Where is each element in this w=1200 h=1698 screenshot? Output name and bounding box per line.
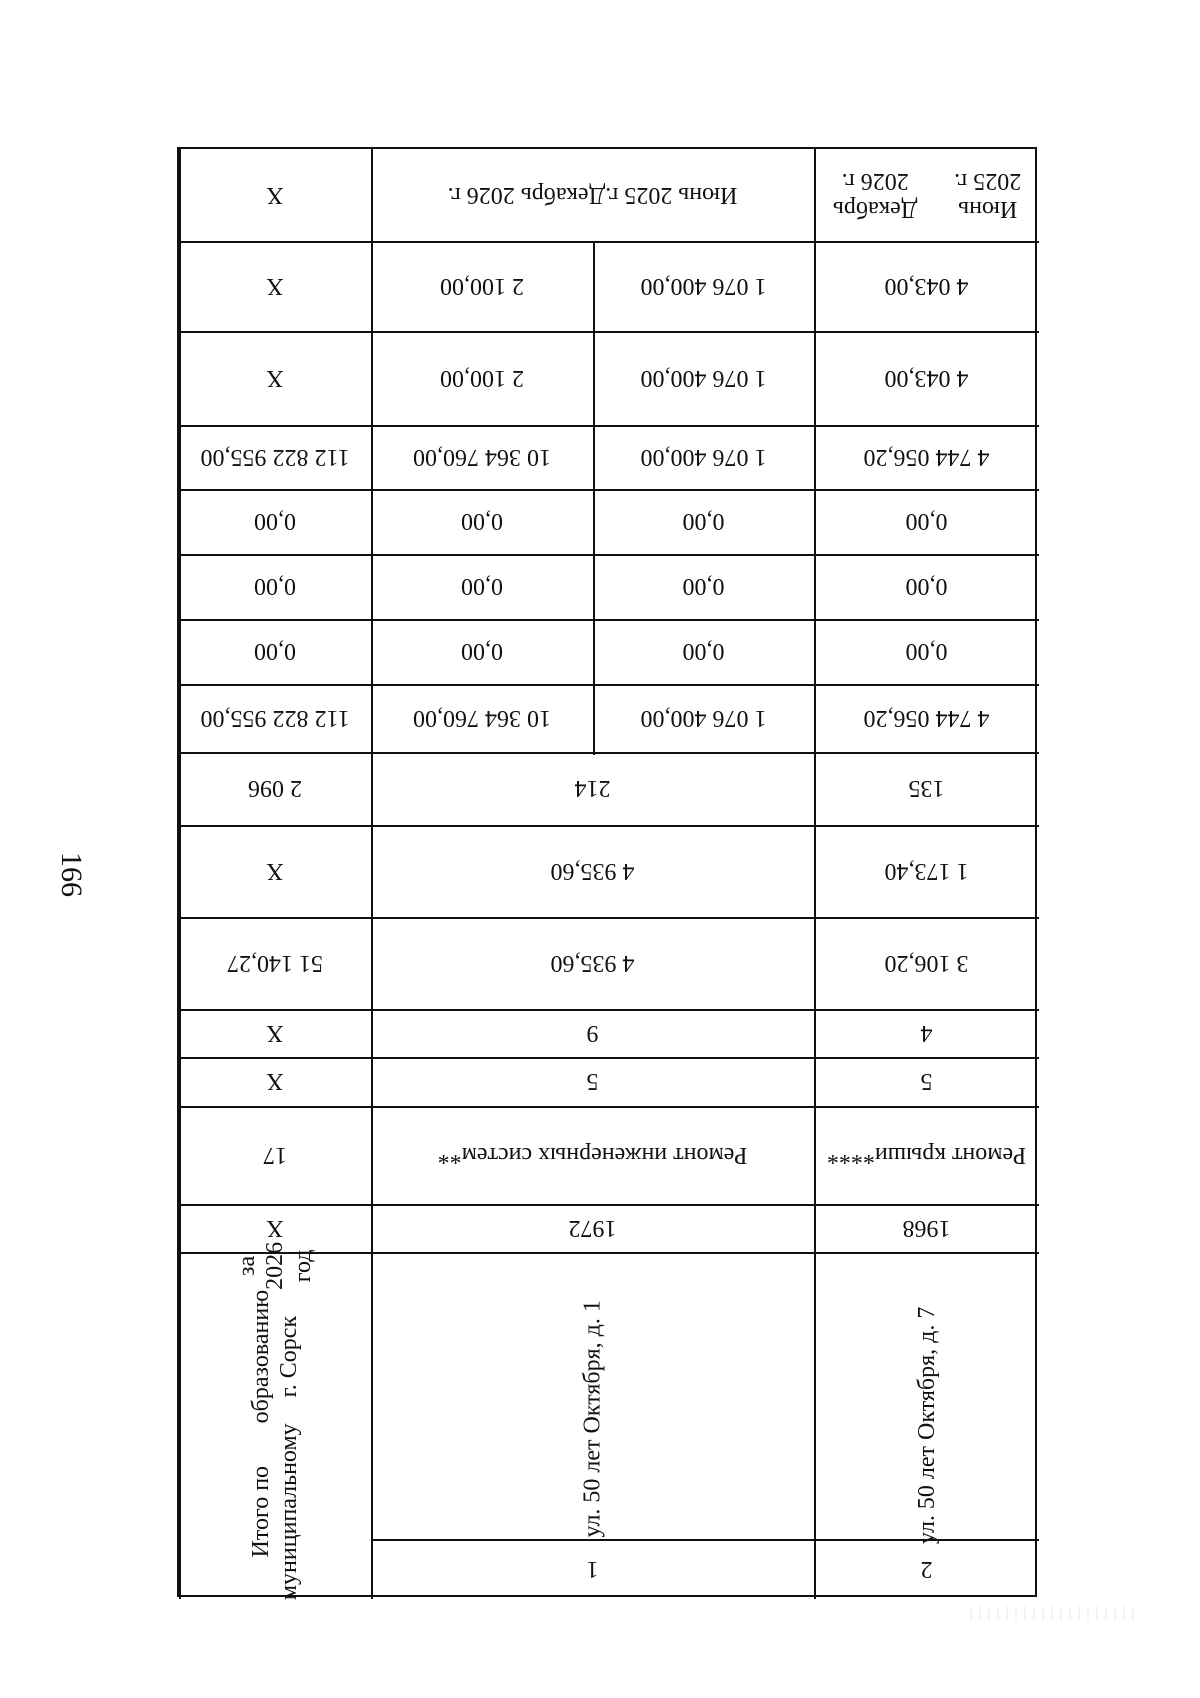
cell-e-row1-right: 0,00: [682, 573, 725, 600]
cell-dates-row1-line2: Декабрь 2026 г.: [447, 182, 606, 208]
cell-j-total: 51 140,27: [227, 950, 323, 976]
cell-a-row1-left: 2 100,00: [440, 273, 524, 299]
cell-d-row1-right: 0,00: [682, 508, 725, 535]
cell-e-row1-left: 0,00: [461, 573, 503, 600]
cell-f-row2: 0,00: [905, 638, 948, 665]
cell-n-total: Х: [266, 1215, 284, 1241]
cell-g-row1-right: 1 076 400,00: [640, 705, 767, 731]
cell-e-row2: 0,00: [905, 573, 948, 600]
cell-d-row1-left: 0,00: [461, 508, 503, 535]
cell-i-total: Х: [266, 858, 284, 884]
cell-n-row1: 1972: [568, 1215, 617, 1241]
cell-l-row2: 5: [920, 1068, 933, 1095]
cell-h-row2: 135: [908, 775, 945, 802]
cell-c-row1-left: 10 364 760,00: [413, 444, 551, 470]
cell-o-total: [179, 1241, 371, 1601]
cell-k-row1: 9: [586, 1020, 599, 1046]
cell-c-row1-right: 1 076 400,00: [640, 444, 767, 470]
cell-m-row1: Ремонт инженерных систем**: [437, 1142, 748, 1168]
cell-g-row1-left: 10 364 760,00: [413, 705, 551, 731]
cell-b-row1-right: 1 076 400,00: [640, 365, 767, 391]
page-number: 166: [55, 852, 88, 897]
cell-m-row2: Ремонт крыши****: [826, 1142, 1027, 1168]
cell-dates-row1-line1: Июнь 2025 г.: [605, 182, 738, 208]
cell-dates-row2-line1: Июнь 2025 г.: [954, 168, 1022, 222]
cell-n-row2: 1968: [902, 1215, 951, 1241]
cell-f-row1-right: 0,00: [682, 638, 725, 665]
cell-b-row1-left: 2 100,00: [440, 365, 524, 391]
cell-c-total: 112 822 955,00: [200, 444, 350, 470]
cell-p-row2: 2: [920, 1556, 933, 1582]
cell-k-total: Х: [266, 1020, 284, 1046]
cell-c-row2: 4 744 056,20: [863, 444, 990, 470]
cell-dates-row2-line2: Декабрь 2026 г.: [832, 168, 918, 222]
cell-p-row1: 1: [586, 1556, 599, 1582]
cell-i-row1: 4 935,60: [550, 858, 635, 884]
cell-o-total-line3: за 2026 год: [234, 1241, 316, 1290]
cell-j-row1: 4 935,60: [550, 950, 635, 976]
cell-f-total: 0,00: [254, 638, 296, 665]
cell-h-total: 2 096: [248, 775, 302, 802]
cell-f-row1-left: 0,00: [461, 638, 503, 665]
cell-a-row1-right: 1 076 400,00: [640, 273, 767, 299]
cell-dates-row1: [371, 149, 814, 241]
cell-dates-total: Х: [266, 182, 284, 208]
cell-o-total-line2: образованию г. Сорск: [248, 1289, 302, 1424]
cell-b-total: Х: [266, 365, 284, 391]
scan-noise: [970, 1606, 1140, 1620]
cell-i-row2: 1 173,40: [884, 858, 969, 884]
cell-e-total: 0,00: [254, 573, 296, 600]
cell-o-total-line1: Итого по муниципальному: [248, 1423, 302, 1601]
cell-g-row2: 4 744 056,20: [863, 705, 990, 731]
cell-d-row2: 0,00: [905, 508, 948, 535]
rotated-table: [177, 147, 1037, 1601]
cell-o-row2: ул. 50 лет Октября, д. 7: [913, 1306, 940, 1544]
cell-j-row2: 3 106,20: [884, 950, 969, 976]
cell-h-row1: 214: [574, 775, 611, 802]
cell-l-total: Х: [266, 1068, 284, 1095]
cell-a-row2: 4 043,00: [884, 273, 969, 299]
cell-g-total: 112 822 955,00: [200, 705, 350, 731]
cell-l-row1: 5: [586, 1068, 599, 1095]
cell-o-row1: ул. 50 лет Октября, д. 1: [579, 1300, 606, 1538]
cell-d-total: 0,00: [254, 508, 296, 535]
cell-m-total: 17: [263, 1142, 287, 1168]
cell-b-row2: 4 043,00: [884, 365, 969, 391]
cell-k-row2: 4: [920, 1020, 933, 1046]
cell-dates-row2: [814, 149, 1039, 241]
cell-a-total: Х: [266, 273, 284, 299]
